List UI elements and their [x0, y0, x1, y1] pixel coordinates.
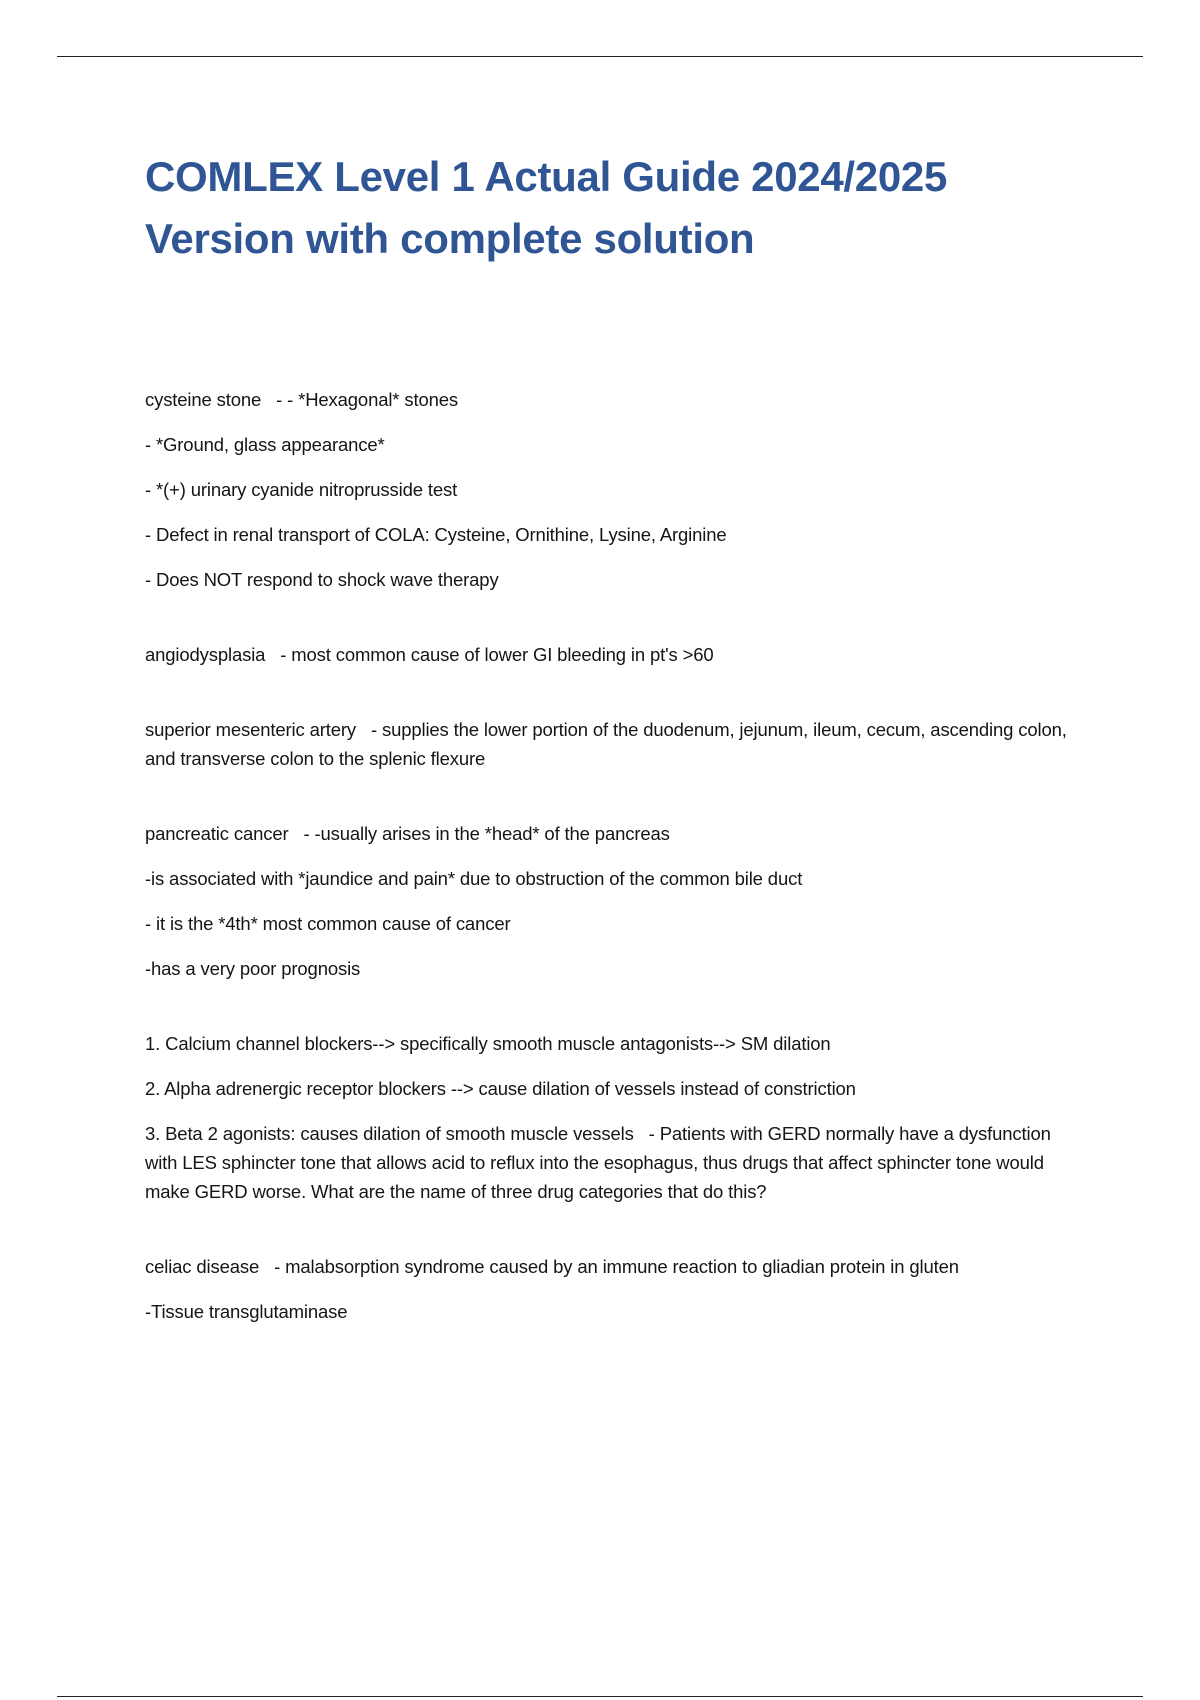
entry-first-line: superior mesenteric artery - supplies the lower portion of the duodenum, jejunum, ileum, cecum, ascending colon, and transverse colon to the splenic flexure	[145, 719, 1067, 769]
flashcard-entry	[145, 715, 1080, 773]
title-line-2: Version with complete solution	[145, 215, 755, 262]
flashcard-entry	[145, 819, 1080, 983]
entry-term: cysteine stone	[145, 389, 262, 410]
flashcard-list	[145, 385, 1080, 1326]
entry-definition: most common cause of lower GI bleeding in pt's >60	[291, 644, 714, 665]
entry-line: - *Ground, glass appearance*	[145, 434, 385, 455]
entry-first-line: cysteine stone - - *Hexagonal* stones	[145, 389, 458, 410]
entry-line: -is associated with *jaundice and pain* due to obstruction of the common bile duct	[145, 868, 803, 889]
entry-line: 1. Calcium channel blockers--> specifically smooth muscle antagonists--> SM dilation	[145, 1033, 831, 1054]
entry-term: pancreatic cancer	[145, 823, 289, 844]
flashcard-entry	[145, 1252, 1080, 1326]
entry-line: - Defect in renal transport of COLA: Cysteine, Ornithine, Lysine, Arginine	[145, 524, 727, 545]
flashcard-entry	[145, 1029, 1080, 1206]
flashcard-entry	[145, 385, 1080, 594]
entry-line: - Does NOT respond to shock wave therapy	[145, 569, 499, 590]
document-title	[145, 146, 1080, 270]
entry-line: - *(+) urinary cyanide nitroprusside test	[145, 479, 458, 500]
entry-first-line: celiac disease - malabsorption syndrome caused by an immune reaction to gliadian protein in gluten	[145, 1256, 959, 1277]
entry-definition: - *Hexagonal* stones	[287, 389, 458, 410]
entry-definition: Patients with GERD normally have a dysfunction with LES sphincter tone that allows acid to reflux into the esophagus, thus drugs that affect sphincter tone would make GERD worse. What are the name of three drug categories that do this?	[145, 1123, 1051, 1202]
entry-line: 2. Alpha adrenergic receptor blockers --> cause dilation of vessels instead of constriction	[145, 1078, 856, 1099]
entry-term: superior mesenteric artery	[145, 719, 356, 740]
top-rule	[57, 56, 1143, 57]
entry-first-line: 3. Beta 2 agonists: causes dilation of smooth muscle vessels - Patients with GERD normally have a dysfunction with LES sphincter tone that allows acid to reflux into the esophagus, thus drugs that affect sphincter tone would make GERD worse. What are the name of three drug categories that do this?	[145, 1123, 1051, 1202]
entry-term: 3. Beta 2 agonists: causes dilation of smooth muscle vessels	[145, 1123, 634, 1144]
entry-definition: -usually arises in the *head* of the pancreas	[314, 823, 670, 844]
entry-line: - it is the *4th* most common cause of cancer	[145, 913, 511, 934]
bottom-rule	[57, 1696, 1143, 1697]
title-line-1: COMLEX Level 1 Actual Guide 2024/2025	[145, 153, 948, 200]
document-body	[145, 146, 1080, 1372]
flashcard-entry	[145, 640, 1080, 669]
entry-first-line: angiodysplasia - most common cause of lower GI bleeding in pt's >60	[145, 644, 714, 665]
entry-definition: malabsorption syndrome caused by an immune reaction to gliadian protein in gluten	[285, 1256, 959, 1277]
entry-term: angiodysplasia	[145, 644, 266, 665]
entry-line: -has a very poor prognosis	[145, 958, 361, 979]
entry-first-line: pancreatic cancer - -usually arises in the *head* of the pancreas	[145, 823, 670, 844]
entry-line: -Tissue transglutaminase	[145, 1301, 348, 1322]
entry-definition: supplies the lower portion of the duodenum, jejunum, ileum, cecum, ascending colon, and transverse colon to the splenic flexure	[145, 719, 1067, 769]
entry-term: celiac disease	[145, 1256, 260, 1277]
